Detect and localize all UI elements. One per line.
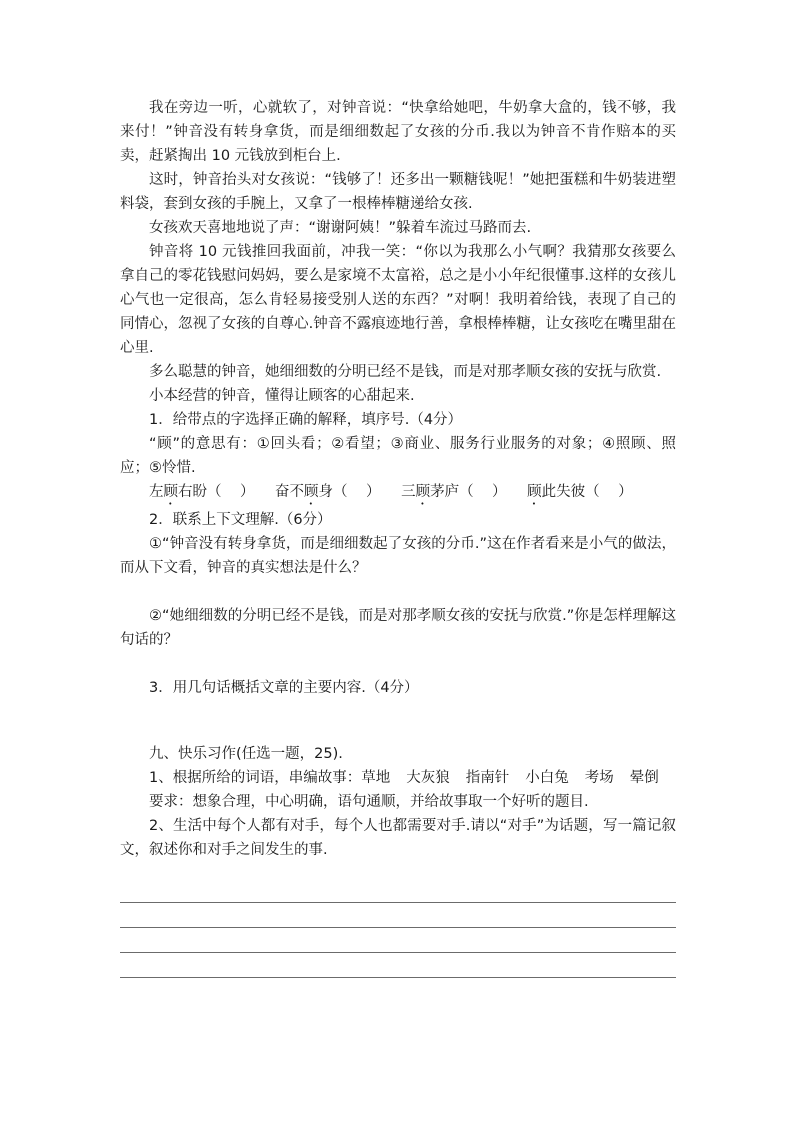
writing-lines <box>120 878 676 978</box>
word-3: 指南针 <box>465 770 510 786</box>
writing-task-1: 1、根据所给的词语，串编故事：草地 大灰狼 指南针 小白兔 考场 晕倒 <box>149 770 659 786</box>
answer-space-2a[interactable] <box>120 580 676 604</box>
word-5: 考场 <box>584 770 614 786</box>
writing-line[interactable] <box>120 903 676 928</box>
question-2-title: 2．联系上下文理解.（6分） <box>149 512 332 528</box>
answer-space-3[interactable] <box>120 700 676 724</box>
story-paragraph-2: 这时，钟音抬头对女孩说：“钱够了！还多出一颗糖钱呢！”她把蛋糕和牛奶装进塑料袋，套到女孩的手腕上，又拿了一根棒棒糖递给女孩. <box>120 172 676 212</box>
answer-blank[interactable]: （ ） <box>459 484 507 500</box>
choice-item-3: 三顾茅庐（ ） <box>401 484 507 500</box>
word-4: 小白兔 <box>525 770 569 786</box>
choice-item-2: 奋不顾身（ ） <box>275 484 381 500</box>
dotted-char: 顾 <box>415 484 431 500</box>
story-paragraph-3: 女孩欢天喜地地说了声：“谢谢阿姨！”躲着车流过马路而去. <box>149 220 532 236</box>
word-2: 大灰狼 <box>406 770 450 786</box>
question-2b: ②“她细细数的分明已经不是钱，而是对那孝顺女孩的安抚与欣赏.”你是怎样理解这句话的？ <box>120 608 676 648</box>
writing-line[interactable] <box>120 878 676 903</box>
story-paragraph-4: 钟音将 10 元钱推回我面前，冲我一笑：“你以为我那么小气啊？我猜那女孩要么拿自己的零花钱慰问妈妈，要么是家境不太富裕，总之是小小年纪很懂事.这样的女孩儿心气也一定很高，怎么肯轻易接受别人送的东西？”对啊！我明着给钱，表现了自己的同情心，忽视了女孩的自尊心.钟音不露痕迹地行善，拿根棒棒糖，让女孩吃在嘴里甜在心里. <box>120 244 676 356</box>
question-1-title: 1．给带点的字选择正确的解释，填序号.（4分） <box>149 412 463 428</box>
question-3-title: 3．用几句话概括文章的主要内容.（4分） <box>149 680 419 696</box>
writing-task-2: 2、生活中每个人都有对手，每个人也都需要对手.请以“对手”为话题，写一篇记叙文，叙述你和对手之间发生的事. <box>120 818 676 858</box>
story-paragraph-6: 小本经营的钟音，懂得让顾客的心甜起来. <box>149 388 415 404</box>
question-1-meanings: “顾”的意思有：①回头看；②看望；③商业、服务行业服务的对象；④照顾、照应；⑤怜惜. <box>120 436 676 476</box>
answer-blank[interactable]: （ ） <box>207 484 255 500</box>
question-2a: ①“钟音没有转身拿货，而是细细数起了女孩的分币.”这在作者看来是小气的做法，而从下文看，钟音的真实想法是什么？ <box>120 536 676 576</box>
dotted-char: 顾 <box>527 484 542 500</box>
writing-section-title: 九、快乐习作(任选一题，25). <box>149 746 343 762</box>
writing-line[interactable] <box>120 953 676 978</box>
answer-blank[interactable]: （ ） <box>585 484 633 500</box>
word-6: 晕倒 <box>629 770 659 786</box>
choice-item-1: 左顾右盼（ ） <box>149 484 255 500</box>
answer-space-2b[interactable] <box>120 652 676 676</box>
dotted-char: 顾 <box>163 484 178 500</box>
dotted-char: 顾 <box>304 484 319 500</box>
writing-task-1-requirement: 要求：想象合理，中心明确，语句通顺，并给故事取一个好听的题目. <box>149 794 589 810</box>
story-paragraph-1: 我在旁边一听，心就软了，对钟音说：“快拿给她吧，牛奶拿大盒的，钱不够，我来付！”钟音没有转身拿货，而是细细数起了女孩的分币.我以为钟音不肯作赔本的买卖，赶紧掏出 10 元钱放到柜台上. <box>120 100 676 164</box>
word-1: 草地 <box>361 770 391 786</box>
question-1-choices <box>120 480 676 508</box>
story-paragraph-5: 多么聪慧的钟音，她细细数的分明已经不是钱，而是对那孝顺女孩的安抚与欣赏. <box>149 364 662 380</box>
choice-item-4: 顾此失彼（ ） <box>527 484 633 500</box>
answer-blank[interactable]: （ ） <box>333 484 381 500</box>
writing-line[interactable] <box>120 928 676 953</box>
exam-page <box>120 96 676 978</box>
